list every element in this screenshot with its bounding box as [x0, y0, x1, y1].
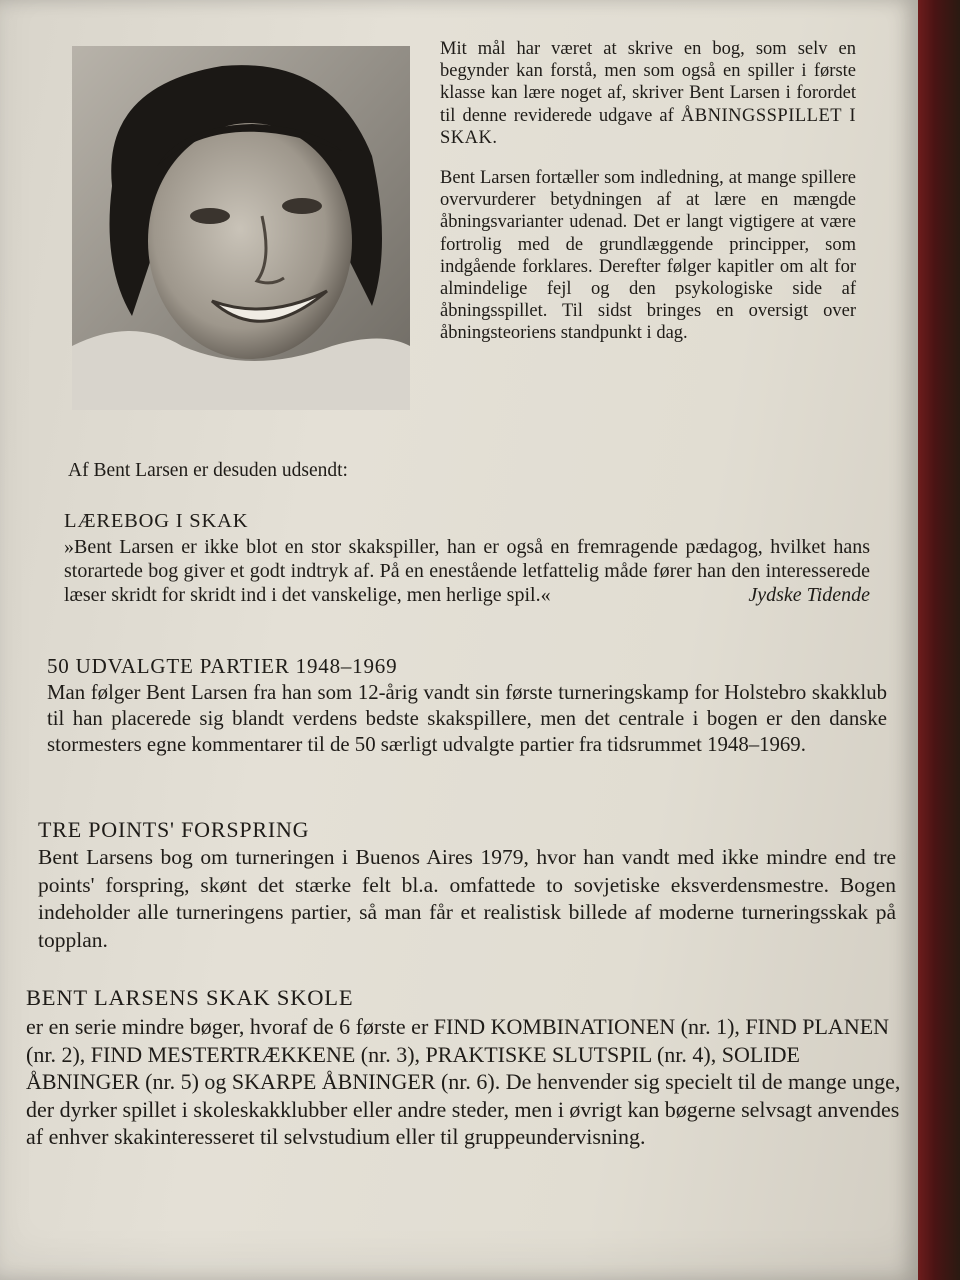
intro-text-1: Mit mål har været at skrive en bog, som selv en begynder kan forstå, men som også en spiller i første klasse kan lære noget af, skriver Bent Larsen i forordet til denne reviderede udgave af [440, 39, 856, 126]
author-portrait [72, 46, 410, 410]
quote-source: Jydske Tidende [748, 584, 870, 606]
book-title: 50 UDVALGTE PARTIER 1948–1969 [47, 654, 398, 678]
intro-paragraph-2: Bent Larsen fortæller som indledning, at mange spillere overvurderer betydningen af at lære en mængde åbningsvarianter udenad. Det er langt vigtigere at være fortrolig med de grundlæggende principper, som indgående forklares. Derefter følger kapitler om alt for almindelige fejl og den psykologiske side af åbningsspillet. Til sidst bringes en oversigt over åbningsteoriens standpunkt i dag. [440, 168, 856, 344]
book-blurb: »Bent Larsen er ikke blot en stor skakspiller, han er også en fremragende pædagog, hvilket hans storartede bog giver et godt indtryk af. På en enestående letfattelig måde fører han den interesserede læser skridt for skridt ind i det vanskelige, men herlige spil.« [64, 536, 870, 606]
book-description [440, 38, 856, 363]
book-title: TRE POINTS' FORSPRING [38, 817, 310, 842]
intro-text-1-end: . [492, 127, 497, 148]
book-entry-tre-points [38, 815, 896, 954]
book-title-inline: ÅBNINGSSPILLET I SKAK [440, 105, 856, 148]
book-entry-skak-skole [26, 983, 908, 1151]
book-entry-50-partier [47, 652, 887, 758]
book-title: BENT LARSENS SKAK SKOLE [26, 985, 354, 1010]
book-title: LÆREBOG I SKAK [64, 510, 249, 532]
also-published-heading: Af Bent Larsen er desuden udsendt: [68, 460, 348, 481]
book-blurb: Man følger Bent Larsen fra han som 12-årig vandt sin første turneringskamp for Holstebro skakklub til han placerede sig blandt verdens bedste skakspillere, men det centrale i bogen er den danske stormesters egne kommentarer til de 50 særligt udvalgte partier fra tidsrummet 1948–1969. [47, 681, 887, 756]
book-cover-edge [918, 0, 960, 1280]
book-entry-laerebog [64, 507, 870, 607]
intro-paragraph-1 [440, 38, 856, 149]
book-blurb: er en serie mindre bøger, hvoraf de 6 første er FIND KOMBINATIONEN (nr. 1), FIND PLANEN (nr. 2), FIND MESTERTRÆKKENE (nr. 3), PRAKTISKE SLUTSPIL (nr. 4), SOLIDE ÅBNINGER (nr. 5) og SKARPE ÅBNINGER (nr. 6). De henvender sig specielt til de mange unge, der dyrker spillet i skoleskakklubber eller andre steder, men i øvrigt kan bøgerne selvsagt anvendes af enhver skakinteresseret til selvstudium eller til gruppeundervisning. [26, 1014, 901, 1149]
book-blurb: Bent Larsens bog om turneringen i Buenos Aires 1979, hvor han vandt med ikke mindre end tre points' forspring, skønt det stærke felt bl.a. omfattede to sovjetiske eksverdensmestre. Bogen indeholder alle turneringens partier, så man får et realistisk billede af moderne turneringsskak på topplan. [38, 845, 896, 952]
